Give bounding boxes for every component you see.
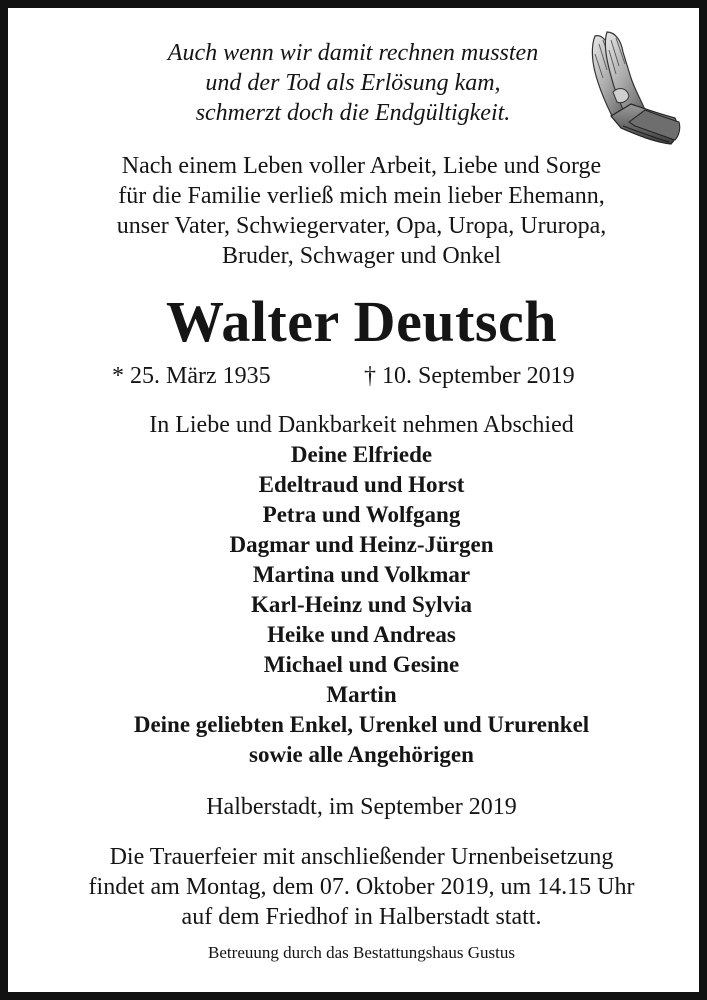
intro-line: Nach einem Leben voller Arbeit, Liebe und Sorge <box>121 153 602 179</box>
praying-hands-icon <box>583 30 683 148</box>
mourner-name: Dagmar und Heinz-Jürgen <box>229 532 494 557</box>
intro-line: für die Familie verließ mich mein lieber Ehemann, <box>118 183 605 209</box>
mourner-name: Heike und Andreas <box>267 622 456 647</box>
mourners-list <box>48 440 675 770</box>
service-line: auf dem Friedhof in Halberstadt statt. <box>181 904 542 930</box>
service-line: Die Trauerfeier mit anschließender Urnenbeisetzung <box>109 844 614 870</box>
mourner-name: sowie alle Angehörigen <box>249 742 474 767</box>
intro-line: unser Vater, Schwiegervater, Opa, Uropa, Ururopa, <box>116 213 607 239</box>
service-info <box>38 842 685 932</box>
birth-date: * 25. März 1935 <box>112 363 271 389</box>
motto-line: Auch wenn wir damit rechnen mussten <box>167 40 539 66</box>
service-line: findet am Montag, dem 07. Oktober 2019, um 14.15 Uhr <box>88 874 635 900</box>
deceased-name: Walter Deutsch <box>166 289 557 354</box>
motto-line: schmerzt doch die Endgültigkeit. <box>195 100 511 126</box>
mourner-name: Petra und Wolfgang <box>262 502 461 527</box>
mourner-name: Karl-Heinz und Sylvia <box>250 592 473 617</box>
undertaker-note: Betreuung durch das Bestattungshaus Gustus <box>208 943 515 962</box>
mourner-name: Michael und Gesine <box>263 652 460 677</box>
farewell-text: In Liebe und Dankbarkeit nehmen Abschied <box>149 412 574 438</box>
mourner-name: Deine Elfriede <box>290 442 433 467</box>
motto-line: und der Tod als Erlösung kam, <box>205 70 501 96</box>
mourner-name: Edeltraud und Horst <box>258 472 465 497</box>
mourner-name: Deine geliebten Enkel, Urenkel und Ururenkel <box>133 712 590 737</box>
mourner-name: Martin <box>326 682 397 707</box>
place-date: Halberstadt, im September 2019 <box>206 794 517 820</box>
mourner-name: Martina und Volkmar <box>252 562 471 587</box>
death-date: † 10. September 2019 <box>364 363 575 389</box>
motto <box>128 38 578 128</box>
intro-text <box>48 151 675 271</box>
intro-line: Bruder, Schwager und Onkel <box>222 243 501 269</box>
